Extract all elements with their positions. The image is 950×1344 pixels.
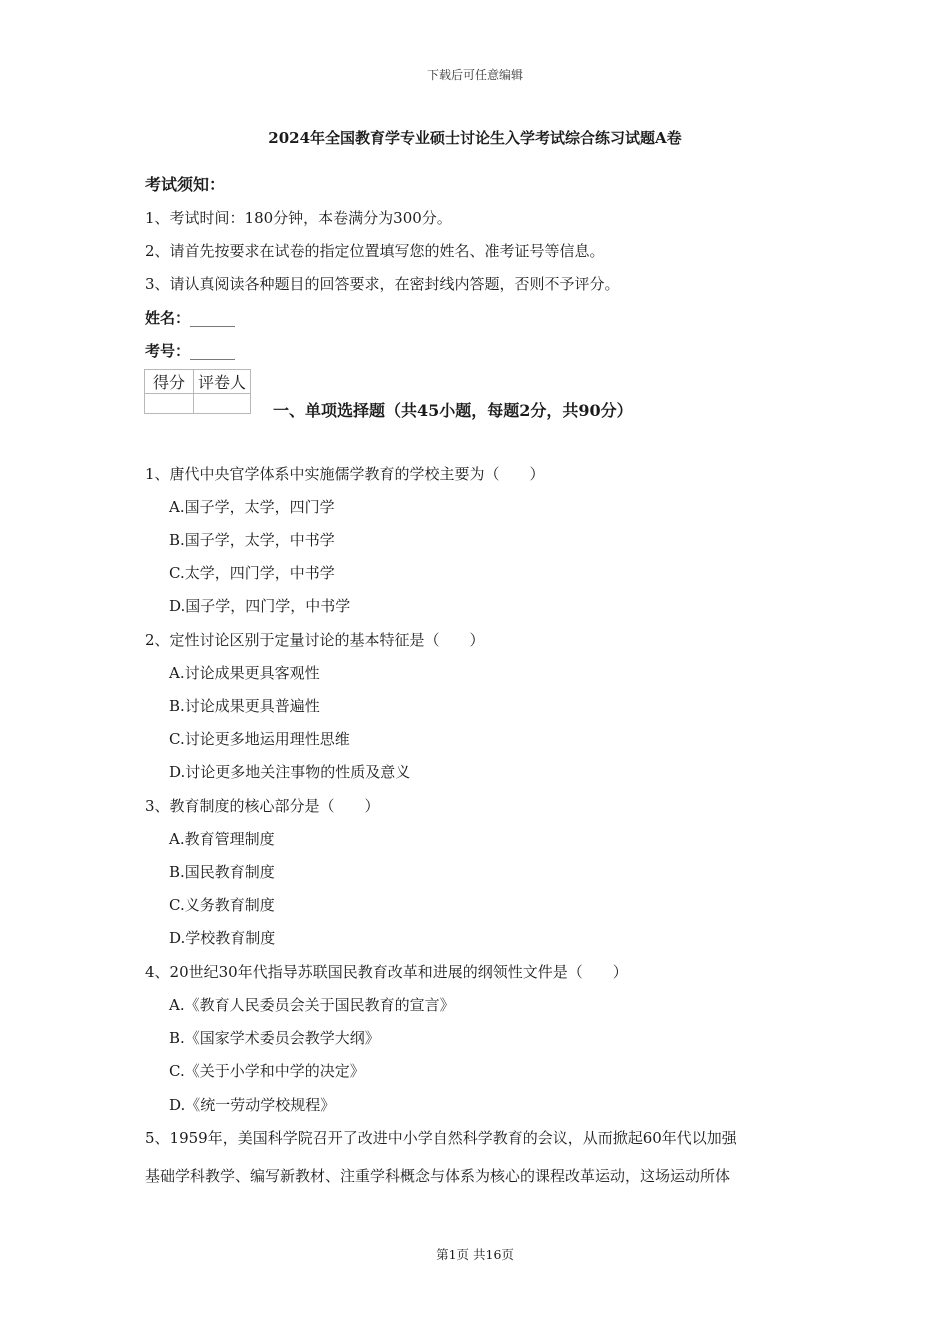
question-4-option-d[interactable]: D.《统一劳动学校规程》: [169, 1096, 336, 1114]
notice-item-3: 3、请认真阅读各种题目的回答要求，在密封线内答题，否则不予评分。: [145, 275, 620, 293]
name-label: 姓名：: [145, 309, 191, 327]
question-3-option-a[interactable]: A.教育管理制度: [169, 830, 275, 848]
question-5-line-2: 基础学科教学、编写新教材、注重学科概念与体系为核心的课程改革运动，这场运动所体: [145, 1167, 731, 1185]
question-4-option-b[interactable]: B.《国家学术委员会教学大纲》: [169, 1029, 380, 1047]
question-2-option-a[interactable]: A.讨论成果更具客观性: [169, 664, 320, 682]
question-5-line-1: 5、1959年，美国科学院召开了改进中小学自然科学教育的会议，从而掀起60年代以加强: [145, 1129, 737, 1147]
question-4-option-c[interactable]: C.《关于小学和中学的决定》: [169, 1062, 365, 1080]
question-4-option-a[interactable]: A.《教育人民委员会关于国民教育的宣言》: [169, 996, 455, 1014]
id-label: 考号：: [145, 342, 191, 360]
question-1-option-c[interactable]: C.太学，四门学，中书学: [169, 564, 335, 582]
question-3-option-b[interactable]: B.国民教育制度: [169, 863, 275, 881]
name-blank[interactable]: ______: [190, 309, 236, 327]
notice-item-1: 1、考试时间：180分钟，本卷满分为300分。: [145, 209, 452, 227]
id-field: [145, 340, 235, 361]
question-1-option-d[interactable]: D.国子学，四门学，中书学: [169, 597, 351, 615]
score-cell[interactable]: [145, 394, 194, 414]
header-note: 下载后可任意编辑: [426, 68, 523, 82]
question-1-option-b[interactable]: B.国子学，太学，中书学: [169, 531, 335, 549]
score-header: 得分: [145, 370, 194, 394]
question-2-option-d[interactable]: D.讨论更多地关注事物的性质及意义: [169, 763, 411, 781]
notice-heading: 考试须知：: [145, 175, 226, 194]
id-blank[interactable]: ______: [190, 342, 236, 360]
question-1-option-a[interactable]: A.国子学，太学，四门学: [169, 498, 335, 516]
reviewer-cell[interactable]: [194, 394, 251, 414]
page-footer: 第1页 共16页: [436, 1247, 514, 1262]
score-table: [144, 369, 251, 414]
question-2-option-c[interactable]: C.讨论更多地运用理性思维: [169, 730, 350, 748]
question-1: 1、唐代中央官学体系中实施儒学教育的学校主要为（ ）: [145, 465, 545, 483]
reviewer-header: 评卷人: [194, 370, 251, 394]
question-2-option-b[interactable]: B.讨论成果更具普遍性: [169, 697, 320, 715]
question-3-option-c[interactable]: C.义务教育制度: [169, 896, 275, 914]
question-3-option-d[interactable]: D.学校教育制度: [169, 929, 276, 947]
notice-item-2: 2、请首先按要求在试卷的指定位置填写您的姓名、准考证号等信息。: [145, 242, 605, 260]
question-3: 3、教育制度的核心部分是（ ）: [145, 797, 380, 815]
document-title: 2024年全国教育学专业硕士讨论生入学考试综合练习试题A卷: [268, 129, 682, 147]
question-2: 2、定性讨论区别于定量讨论的基本特征是（ ）: [145, 631, 485, 649]
section-title: 一、单项选择题（共45小题，每题2分，共90分）: [273, 401, 633, 420]
question-4: 4、20世纪30年代指导苏联国民教育改革和进展的纲领性文件是（ ）: [145, 963, 628, 981]
name-field: [145, 307, 235, 328]
